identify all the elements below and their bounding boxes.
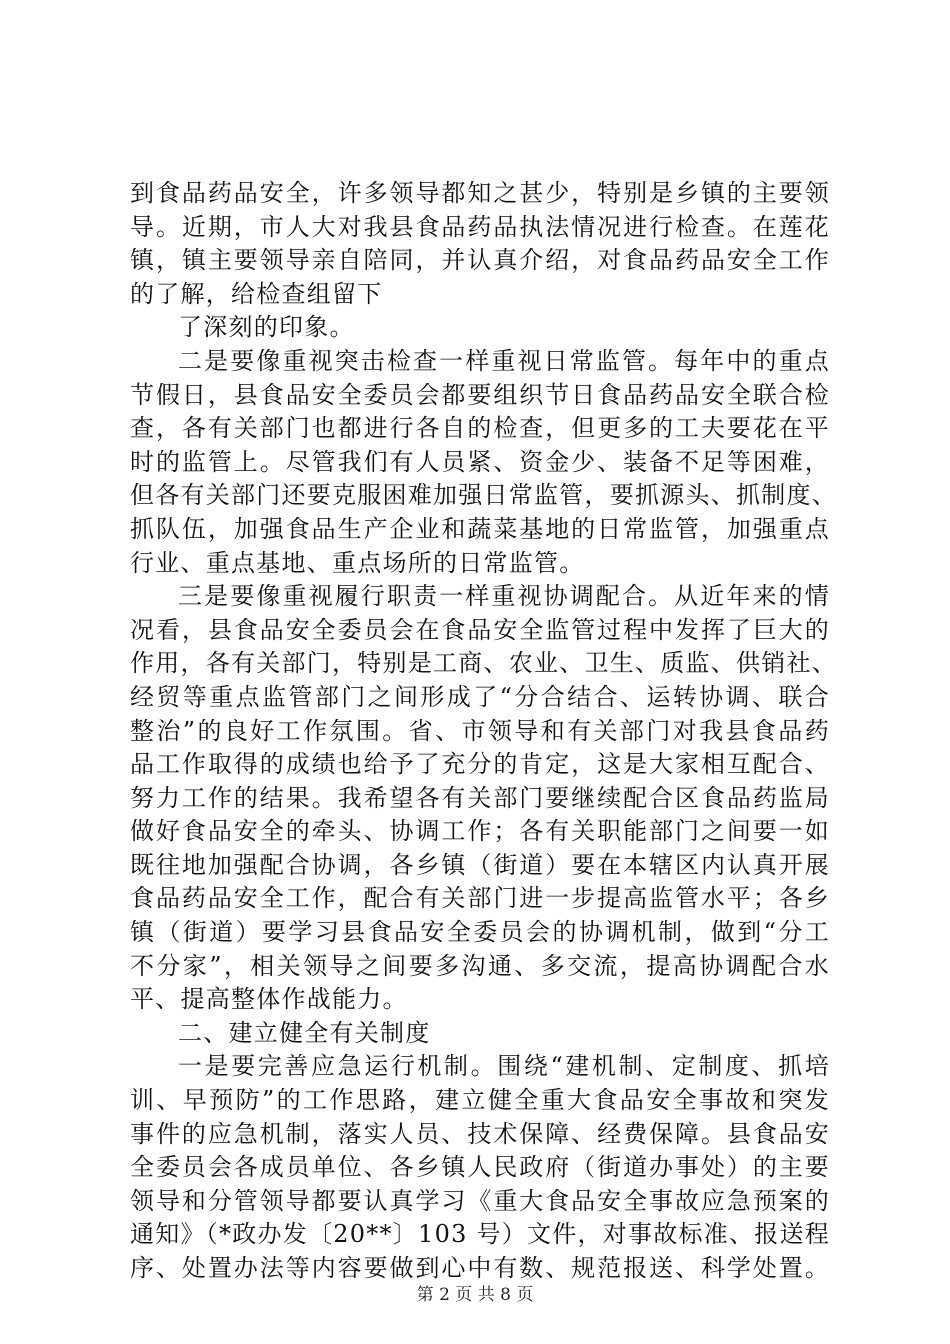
text-line: 查，各有关部门也都进行各自的检查，但更多的工夫要花在平 [130, 414, 830, 443]
text-line: 训、早预防”的工作思路，建立健全重大食品安全事故和突发 [130, 1086, 830, 1115]
text-line: 了深刻的印象。 [178, 313, 355, 342]
text-line: 时的监管上。尽管我们有人员紧、资金少、装备不足等困难， [130, 447, 830, 476]
text-line: 的了解，给检查组留下 [130, 279, 383, 308]
text-line: 镇（街道）要学习县食品安全委员会的协调机制，做到“分工 [130, 918, 830, 947]
text-line: 领导和分管领导都要认真学习《重大食品安全事故应急预案的 [130, 1186, 830, 1215]
text-line: 既往地加强配合协调，各乡镇（街道）要在本辖区内认真开展 [130, 850, 830, 879]
text-line: 二是要像重视突击检查一样重视日常监管。每年中的重点 [178, 346, 830, 375]
text-line: 一是要完善应急运行机制。围绕“建机制、定制度、抓培 [178, 1052, 830, 1081]
text-line: 序、处置办法等内容要做到心中有数、规范报送、科学处置。 [130, 1254, 830, 1282]
text-line: 整治”的良好工作氛围。省、市领导和有关部门对我县食品药 [130, 716, 830, 745]
text-line: 全委员会各成员单位、各乡镇人民政府（街道办事处）的主要 [130, 1153, 830, 1182]
text-line: 品工作取得的成绩也给予了充分的肯定，这是大家相互配合、 [130, 750, 830, 779]
text-line: 通知》（*政办发〔20**〕103 号）文件，对事故标准、报送程 [130, 1220, 830, 1249]
text-line: 经贸等重点监管部门之间形成了“分合结合、运转协调、联合 [130, 682, 830, 711]
text-line: 作用，各有关部门，特别是工商、农业、卫生、质监、供销社、 [130, 649, 837, 678]
document-body [130, 177, 837, 1286]
text-line: 到食品药品安全，许多领导都知之甚少，特别是乡镇的主要领 [130, 179, 830, 207]
text-line: 行业、重点基地、重点场所的日常监管。 [130, 548, 585, 577]
text-line: 三是要像重视履行职责一样重视协调配合。从近年来的情 [178, 582, 830, 611]
text-line: 镇，镇主要领导亲自陪同，并认真介绍，对食品药品安全工作 [130, 246, 830, 275]
text-line: 况看，县食品安全委员会在食品安全监管过程中发挥了巨大的 [130, 615, 830, 644]
text-line: 节假日，县食品安全委员会都要组织节日食品药品安全联合检 [130, 380, 830, 409]
text-line: 事件的应急机制，落实人员、技术保障、经费保障。县食品安 [130, 1119, 830, 1148]
text-line: 导。近期，市人大对我县食品药品执法情况进行检查。在莲花 [130, 212, 830, 241]
text-line: 食品药品安全工作，配合有关部门进一步提高监管水平；各乡 [130, 884, 830, 913]
text-line: 平、提高整体作战能力。 [130, 985, 408, 1014]
text-line: 努力工作的结果。我希望各有关部门要继续配合区食品药监局 [130, 783, 830, 812]
text-line: 抓队伍，加强食品生产企业和蔬菜基地的日常监管，加强重点 [130, 514, 830, 543]
text-line: 做好食品安全的牵头、协调工作；各有关职能部门之间要一如 [130, 817, 830, 846]
page-footer: 第 2 页 共 8 页 [416, 1285, 534, 1305]
text-line: 但各有关部门还要克服困难加强日常监管，要抓源头、抓制度、 [130, 481, 837, 510]
text-line: 二、建立健全有关制度 [178, 1018, 431, 1047]
text-line: 不分家”，相关领导之间要多沟通、多交流，提高协调配合水 [130, 951, 830, 980]
